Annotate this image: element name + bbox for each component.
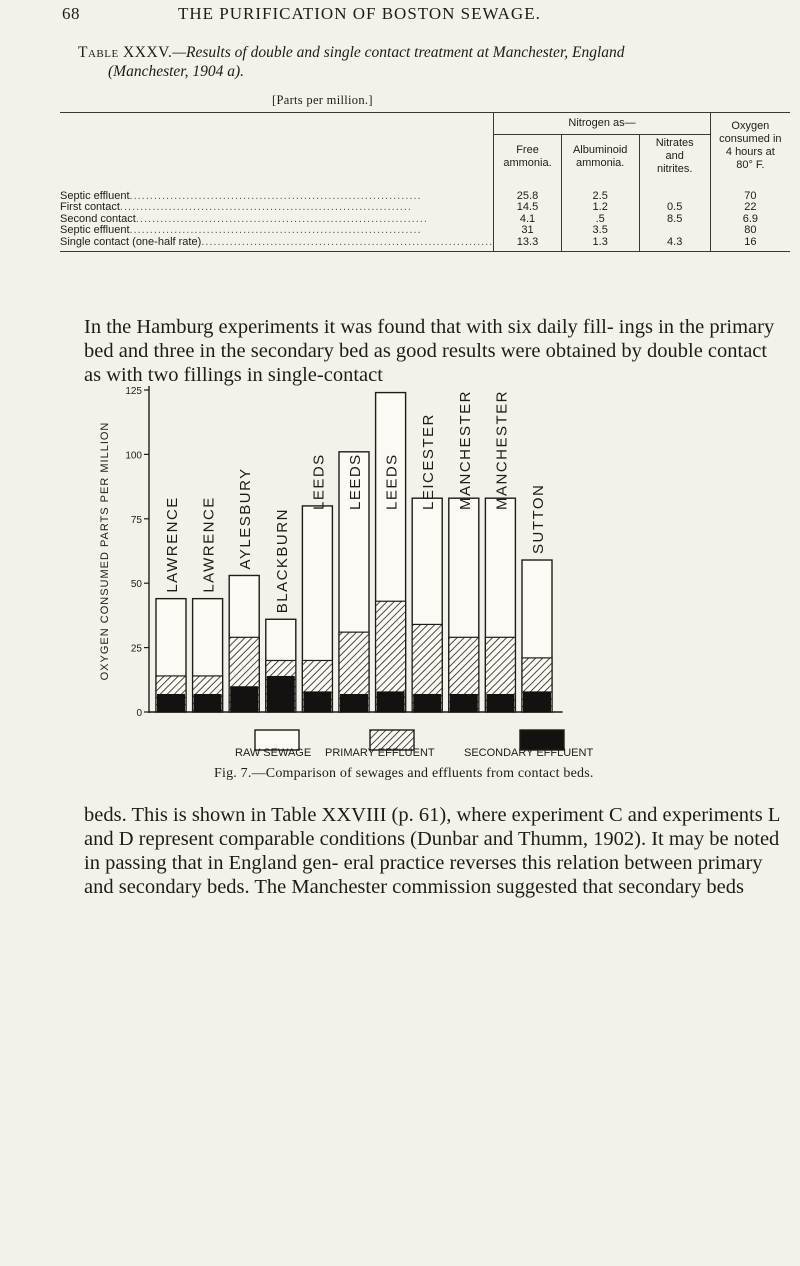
table-row (60, 202, 790, 214)
bar-category-label: SUTTON (530, 483, 547, 555)
nitrogen-group-header: Nitrogen as— (494, 113, 710, 135)
table-source: (Manchester, 1904 a). (108, 63, 245, 80)
cell-oxygen: 80 (710, 225, 790, 237)
cell-nitrates: 0.5 (639, 202, 710, 214)
row-label (60, 179, 494, 203)
bar-secondary-effluent (230, 686, 258, 712)
bar-secondary-effluent (486, 694, 514, 712)
leader-dots: ........................................................................ (129, 189, 422, 202)
cell-nitrates: 8.5 (639, 214, 710, 226)
cell-oxygen: 16 (710, 237, 790, 252)
cell-free-ammonia: 25.8 (494, 179, 561, 203)
bar-secondary-effluent (523, 691, 551, 712)
bar-secondary-effluent (194, 694, 222, 712)
row-label (60, 202, 494, 214)
table-row (60, 179, 790, 203)
cell-nitrates (639, 179, 710, 203)
table-title: —Results of double and single contact treatment at Manchester, England (172, 44, 625, 61)
bar-category-label: LEEDS (310, 453, 328, 510)
column-header-oxygen: Oxygen consumed in 4 hours at 80° F. (710, 113, 790, 179)
bar-category-label: BLACKBURN (273, 508, 291, 614)
leader-dots: ........................................................................ (129, 225, 422, 236)
column-header-nitrates: Nitrates and nitrites. (639, 135, 710, 179)
cell-free-ammonia: 14.5 (494, 202, 561, 214)
bar-secondary-effluent (267, 676, 295, 712)
cell-free-ammonia: 13.3 (494, 237, 561, 252)
row-label-text: Single contact (one-half rate) (60, 236, 202, 248)
body-paragraph-2: beds. This is shown in Table XXVIII (p. 61), where experiment C and experiments L and D represent comparable conditions (Dunbar and Thumm, 1902). It may be noted in passing that in England gen- eral practice reverses this relation between primary and secondary beds. The Manchester commission suggested that secondary beds (84, 804, 780, 898)
leader-dots: ........................................................................ (119, 202, 412, 213)
body-paragraph-1: In the Hamburg experiments it was found that with six daily fill- ings in the primary bed and three in the secondary bed as good results were obtained by double contact as with two fillings in single-contact (84, 316, 775, 386)
cell-oxygen: 70 (710, 179, 790, 203)
bar-secondary-effluent (377, 691, 405, 712)
bar-category-label: LEEDS (347, 453, 364, 510)
cell-nitrates (639, 225, 710, 237)
bar-category-label: LAWRENCE (200, 496, 218, 593)
column-header-free-ammonia: Free ammonia. (494, 135, 561, 179)
running-title: THE PURIFICATION OF BOSTON SEWAGE. (178, 4, 541, 23)
cell-albuminoid-ammonia: .5 (561, 214, 639, 226)
bar-category-label: AYLESBURY (237, 467, 255, 570)
table-row (60, 225, 790, 237)
bar-secondary-effluent (413, 694, 441, 712)
cell-oxygen: 6.9 (710, 214, 790, 226)
page-number: 68 (62, 4, 80, 23)
figure-caption: Fig. 7.—Comparison of sewages and effluents from contact beds. (214, 766, 594, 781)
y-axis-label: OXYGEN CONSUMED PARTS PER MILLION (99, 421, 111, 681)
legend-label: PRIMARY EFFLUENT (325, 747, 435, 759)
bar-category-label: LAWRENCE (164, 496, 181, 593)
column-header-albuminoid-ammonia: Albuminoid ammonia. (561, 135, 639, 179)
comparison-bar-chart (20, 360, 760, 760)
legend-label: SECONDARY EFFLUENT (464, 747, 594, 759)
bar-category-label: LEEDS (383, 453, 401, 510)
row-label (60, 237, 494, 252)
y-tick-label: 100 (125, 450, 142, 462)
table-number: Table XXXV. (78, 44, 173, 61)
table-row (60, 214, 790, 226)
chart-plot-area (99, 386, 593, 759)
bar-secondary-effluent (340, 694, 368, 712)
leader-dots: ........................................................................ (135, 213, 428, 225)
row-label-header (60, 113, 494, 179)
leader-dots: ........................................................................ (201, 236, 494, 248)
bar-category-label: MANCHESTER (493, 389, 511, 510)
row-label (60, 214, 494, 226)
cell-free-ammonia: 4.1 (494, 214, 561, 226)
bar-secondary-effluent (157, 694, 185, 712)
row-label-text: Septic effluent (60, 225, 130, 236)
y-tick-label: 25 (130, 643, 142, 655)
results-table (60, 112, 790, 252)
legend-label: RAW SEWAGE (235, 747, 312, 759)
cell-albuminoid-ammonia: 1.3 (561, 237, 639, 252)
bar-category-label: LEICESTER (420, 413, 438, 510)
cell-nitrates: 4.3 (639, 237, 710, 252)
table-row (60, 237, 790, 252)
y-tick-label: 50 (130, 579, 142, 591)
row-label-text: First contact (60, 202, 120, 213)
cell-albuminoid-ammonia: 3.5 (561, 225, 639, 237)
bar-secondary-effluent (303, 691, 331, 712)
cell-oxygen: 22 (710, 202, 790, 214)
cell-albuminoid-ammonia: 2.5 (561, 179, 639, 203)
cell-albuminoid-ammonia: 1.2 (561, 202, 639, 214)
page-header (0, 0, 800, 28)
table-caption (78, 44, 625, 62)
y-tick-label: 125 (125, 386, 142, 397)
row-label-text: Second contact (60, 213, 136, 225)
bar-category-label: MANCHESTER (456, 389, 474, 510)
table-units: [Parts per million.] (272, 93, 373, 107)
y-tick-label: 75 (130, 514, 142, 526)
row-label-text: Septic effluent (60, 189, 130, 202)
bar-secondary-effluent (450, 694, 478, 712)
y-tick-label: 0 (136, 708, 142, 719)
cell-free-ammonia: 31 (494, 225, 561, 237)
row-label (60, 225, 494, 237)
